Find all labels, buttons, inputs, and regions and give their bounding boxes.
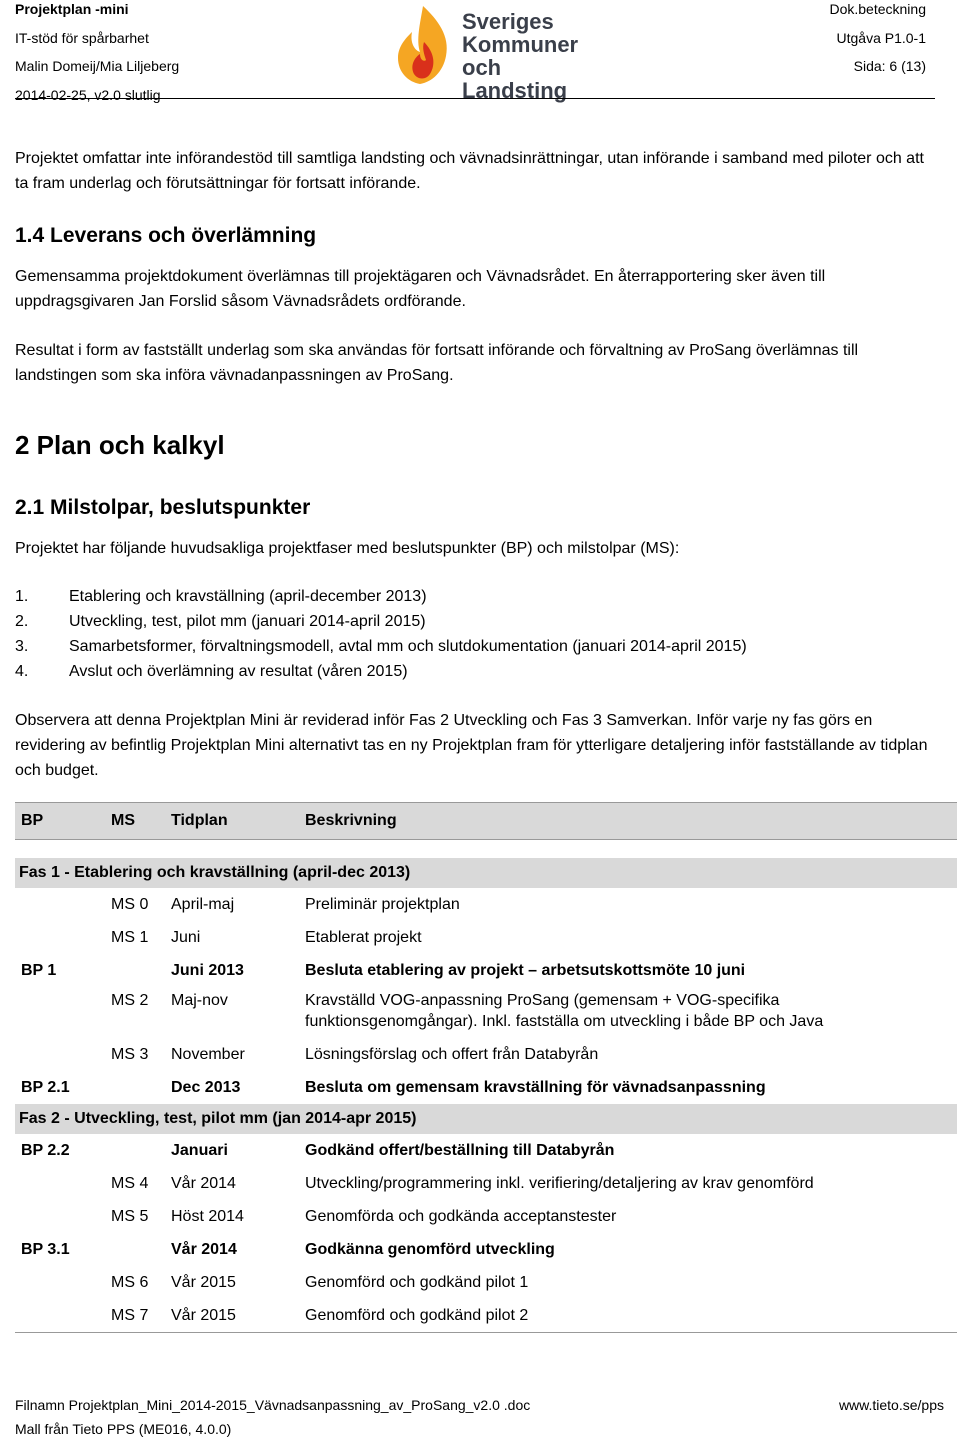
heading-2-1: 2.1 Milstolpar, beslutspunkter xyxy=(15,496,311,519)
doc-subtitle: IT-stöd för spårbarhet xyxy=(15,29,149,46)
list-text: Etablering och kravställning (april-december 2013) xyxy=(69,588,427,605)
footer-url: www.tieto.se/pps xyxy=(838,1397,944,1413)
table-row: MS 4 Vår 2014 Utveckling/programmering inkl. verifiering/detaljering av krav genomförd xyxy=(111,1174,814,1192)
logo-line3: och Landsting xyxy=(462,55,568,103)
header-ms: MS xyxy=(107,803,167,840)
table-row: MS 6 Vår 2015 Genomförd och godkänd pilot 1 xyxy=(111,1273,529,1291)
paragraph-1-4-b: Resultat i form av fastställt underlag som ska användas för fortsatt införande och förvaltning av ProSang överlämnas till landstingen som ska införa vävnadanpassningen av ProSang. xyxy=(15,342,859,384)
list-num: 2. xyxy=(15,613,29,630)
table-row: MS 3 November Lösningsförslag och offert från Databyrån xyxy=(111,1045,599,1063)
doc-title: Projektplan -mini xyxy=(15,1,129,17)
table-row: MS 0 April-maj Preliminär projektplan xyxy=(111,895,460,913)
phase-2-label: Fas 2 - Utveckling, test, pilot mm (jan 2014-apr 2015) xyxy=(15,1104,957,1134)
table-row: MS 5 Höst 2014 Genomförda och godkända acceptanstester xyxy=(111,1207,617,1225)
footer-template: Mall från Tieto PPS (ME016, 4.0.0) xyxy=(15,1421,232,1437)
heading-1-4: 1.4 Leverans och överlämning xyxy=(15,224,317,247)
table-header-row xyxy=(15,803,957,840)
logo-line2: Kommuner xyxy=(462,32,579,57)
list-text: Avslut och överlämning av resultat (våren 2015) xyxy=(69,663,408,680)
doc-authors: Malin Domeij/Mia Liljeberg xyxy=(15,58,180,74)
doc-date-version: 2014-02-25, v2.0 slutlig xyxy=(15,86,161,103)
header-beskrivning: Beskrivning xyxy=(301,803,957,840)
paragraph-1-4-a: Gemensamma projektdokument överlämnas till projektägaren och Vävnadsrådet. En återrapportering sker även till uppdragsgivaren Jan Forslid såsom Vävnadsrådets ordförande. xyxy=(15,268,826,310)
logo-line1: Sveriges xyxy=(462,9,554,34)
header-divider xyxy=(15,98,935,99)
table-spacer xyxy=(15,840,957,859)
table-row: BP 1 Juni 2013 Besluta etablering av projekt – arbetsutskottsmöte 10 juni xyxy=(21,961,746,979)
table-row: BP 2.2 Januari Godkänd offert/beställning till Databyrån xyxy=(21,1141,615,1159)
header-tidplan: Tidplan xyxy=(167,803,301,840)
phase-list xyxy=(15,584,940,684)
list-item xyxy=(15,609,940,634)
phase-row xyxy=(15,1104,957,1134)
header-bp: BP xyxy=(15,803,107,840)
milestone-table xyxy=(15,802,957,1333)
table-row: BP 2.1 Dec 2013 Besluta om gemensam kravställning för vävnadsanpassning xyxy=(21,1078,766,1096)
skl-flame-icon xyxy=(388,2,458,86)
table-row: MS 1 Juni Etablerat projekt xyxy=(111,928,422,946)
paragraph-2-1: Projektet har följande huvudsakliga projektfaser med beslutspunkter (BP) och milstolpar (MS): xyxy=(15,540,680,557)
doc-label: Dok.beteckning xyxy=(829,1,926,17)
list-item xyxy=(15,584,940,609)
doc-edition: Utgåva P1.0-1 xyxy=(836,29,926,46)
list-text: Samarbetsformer, förvaltningsmodell, avtal mm och slutdokumentation (januari 2014-april 2015) xyxy=(69,638,747,655)
list-num: 3. xyxy=(15,638,29,655)
table-row: MS 2 Maj-nov Kravställd VOG-anpassning ProSang (gemensam + VOG-specifika funktionsgenomgångar). Inkl. fastställa om utveckling i både BP och Java xyxy=(111,992,824,1030)
list-num: 4. xyxy=(15,663,29,680)
header-right xyxy=(829,0,926,86)
list-item xyxy=(15,659,940,684)
list-item xyxy=(15,634,940,659)
list-num: 1. xyxy=(15,588,29,605)
heading-2: 2 Plan och kalkyl xyxy=(15,430,225,460)
intro-paragraph: Projektet omfattar inte införandestöd till samtliga landsting och vävnadsinrättningar, utan införande i samband med piloter och att ta fram underlag och förutsättningar för fortsatt införande. xyxy=(15,150,924,192)
logo-text xyxy=(462,10,598,102)
list-text: Utveckling, test, pilot mm (januari 2014-april 2015) xyxy=(69,613,426,630)
phase-1-label: Fas 1 - Etablering och kravställning (april-dec 2013) xyxy=(15,858,957,888)
phase-row xyxy=(15,858,957,888)
skl-logo xyxy=(388,2,598,103)
header-left xyxy=(15,0,179,114)
table-row: MS 7 Vår 2015 Genomförd och godkänd pilot 2 xyxy=(15,1299,957,1333)
footer-filename: Filnamn Projektplan_Mini_2014-2015_Vävnadsanpassning_av_ProSang_v2.0 .doc xyxy=(15,1397,531,1413)
page-number: Sida: 6 (13) xyxy=(853,58,926,74)
revision-note: Observera att denna Projektplan Mini är reviderad inför Fas 2 Utveckling och Fas 3 Samverkan. Inför varje ny fas görs en revidering av befintlig Projektplan Mini alternativt tas en ny Projektplan fram för ytterligare detaljering inför fastställande av tidplan och budget. xyxy=(15,712,928,779)
table-row: BP 3.1 Vår 2014 Godkänna genomförd utveckling xyxy=(21,1240,555,1258)
